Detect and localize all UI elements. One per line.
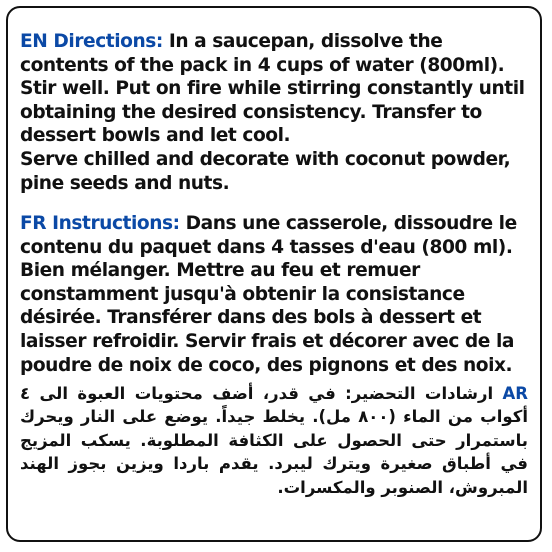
french-paragraph (20, 212, 528, 377)
language-code-en: EN (20, 31, 48, 52)
english-directions (20, 30, 528, 195)
french-instructions (20, 212, 528, 377)
arabic-heading: ارشادات التحضير: (345, 384, 494, 403)
english-serving-text: Serve chilled and decorate with coconut powder, pine seeds and nuts. (20, 148, 511, 194)
arabic-paragraph (20, 382, 528, 499)
english-heading: Directions: (53, 31, 163, 52)
french-text: Dans une casserole, dissoudre le contenu du paquet dans 4 tasses d'eau (800 ml). Bien mélanger. Mettre au feu et remuer constamment jusqu'à obtenir la consistance désirée. Transférer dans des bols à dessert et laisser refroidir. Servir frais et décorer avec de la poudre de noix de coco, des pignons et des noix. (20, 213, 517, 376)
arabic-instructions (20, 382, 528, 499)
french-heading: Instructions: (52, 213, 180, 234)
arabic-text: في قدر، أضف محتويات العبوة الى ٤ أكواب من الماء (٨٠٠ مل). يخلط جيداً. يوضع على النار ويحرك باستمرار حتى الحصول على الكثافة المطلوبة. يسكب المزيج في أطباق صغيرة ويترك ليبرد. يقدم باردا ويزين بجوز الهند المبروش، الصنوبر والمكسرات. (20, 384, 528, 497)
language-code-fr: FR (20, 213, 47, 234)
english-paragraph (20, 30, 528, 148)
directions-panel (6, 6, 542, 542)
language-code-ar: AR (502, 384, 529, 403)
english-text: In a saucepan, dissolve the contents of the pack in 4 cups of water (800ml). Stir well. Put on fire while stirring constantly until obtaining the desired consistency. Transfer to dessert bowls and let cool. (20, 31, 525, 147)
